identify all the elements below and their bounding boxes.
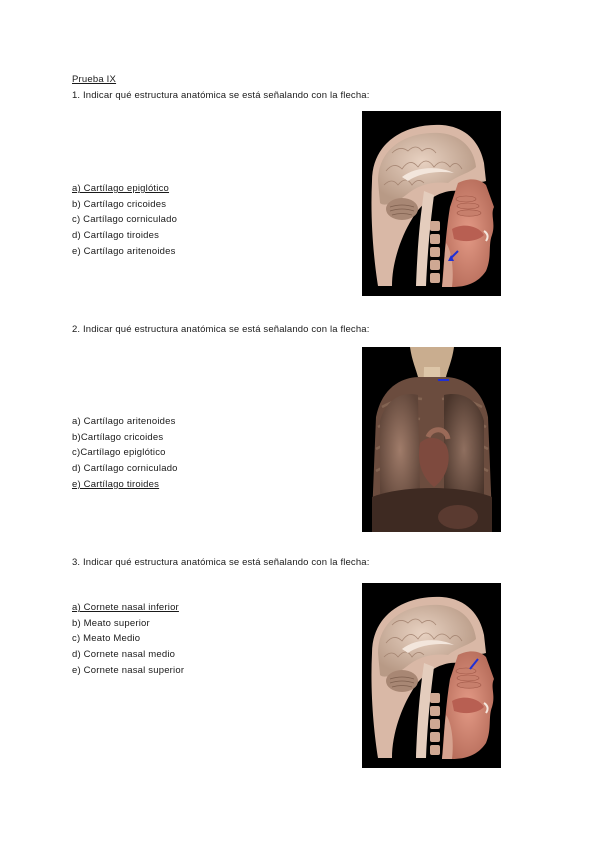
question-2-option-e: e) Cartílago tiroides	[72, 478, 160, 490]
question-3-options	[72, 600, 184, 678]
question-2-option-a: a) Cartílago aritenoides	[72, 416, 176, 427]
question-3-option-b: b) Meato superior	[72, 617, 150, 629]
question-3-option-e: e) Cornete nasal superior	[72, 664, 185, 676]
question-3-option-c: c) Meato Medio	[72, 633, 141, 645]
question-3-prompt: 3. Indicar qué estructura anatómica se está señalando con la flecha:	[72, 557, 370, 568]
document-title: Prueba IX	[72, 74, 117, 85]
question-2-anatomy-image	[362, 347, 501, 532]
question-1-options	[72, 181, 177, 259]
question-3-anatomy-image	[362, 583, 501, 768]
question-1-option-c: c) Cartílago corniculado	[72, 214, 178, 226]
question-2-options	[72, 414, 178, 492]
question-1-option-b: b) Cartílago cricoides	[72, 198, 167, 210]
question-1-anatomy-image	[362, 111, 501, 296]
question-2-option-b: b)Cartílago cricoides	[72, 431, 164, 443]
question-1-prompt: 1. Indicar qué estructura anatómica se está señalando con la flecha:	[72, 90, 370, 101]
question-3-option-a: a) Cornete nasal inferior	[72, 602, 179, 613]
question-1-option-d: d) Cartílago tiroides	[72, 230, 160, 242]
question-1-option-a: a) Cartílago epiglótico	[72, 183, 170, 194]
question-2-prompt: 2. Indicar qué estructura anatómica se está señalando con la flecha:	[72, 324, 370, 335]
question-3-option-d: d) Cornete nasal medio	[72, 649, 176, 661]
question-2-option-c: c)Cartílago epiglótico	[72, 447, 166, 459]
question-2-option-d: d) Cartílago corniculado	[72, 463, 178, 475]
question-1-option-e: e) Cartílago aritenoides	[72, 245, 176, 257]
